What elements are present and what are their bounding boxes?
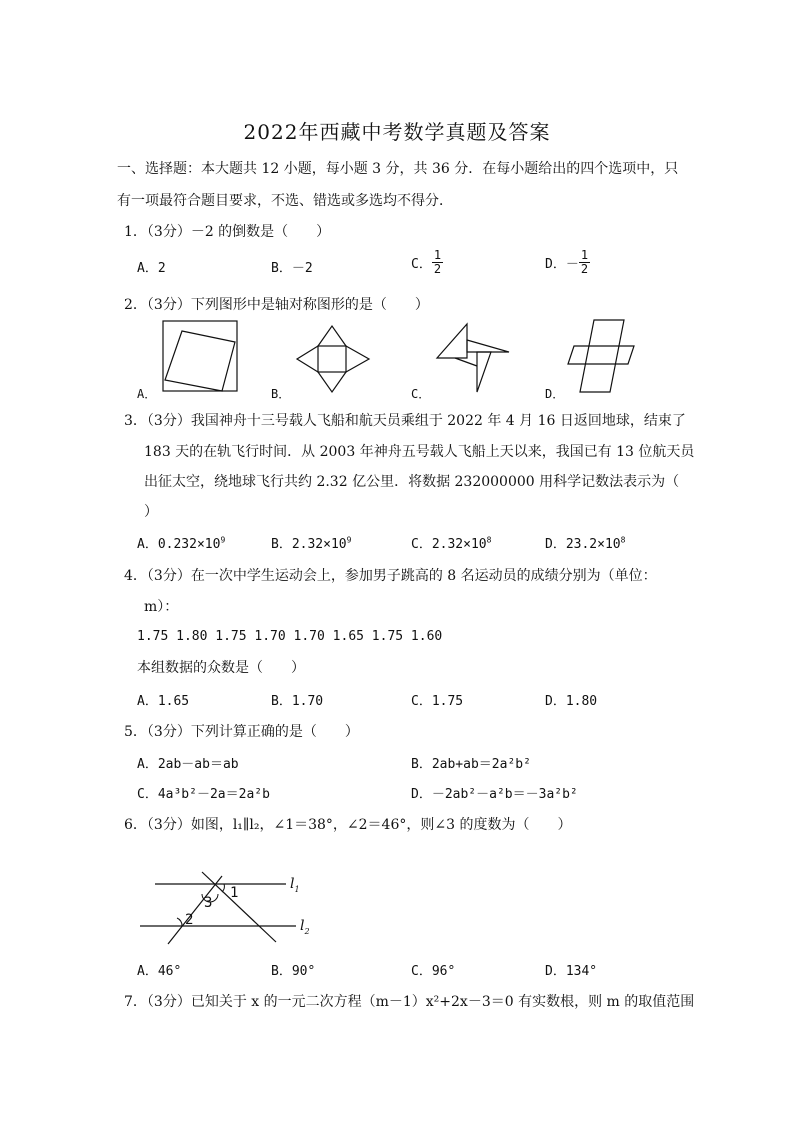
q2-figure-d-parallelogram-cross [566, 318, 636, 394]
q4-question: 本组数据的众数是（ ） [137, 660, 305, 676]
q5-option-a: A．2ab－ab＝ab [137, 757, 239, 772]
q6-option-d: D．134° [545, 964, 598, 979]
q6-angle-2-label: 2 [185, 912, 194, 928]
q3-option-a: A．$0.232\times 10^9$ [137, 535, 226, 552]
q3-line4: ） [144, 504, 158, 520]
q2-figure-c-pinwheel [435, 320, 511, 394]
q5-stem: 5．（3分）下列计算正确的是（ ） [124, 724, 359, 740]
q6-option-c: C．96° [411, 964, 456, 979]
q4-option-a: A．1.65 [137, 694, 190, 709]
q3-option-d: D．$23.2\times 10^8$ [545, 535, 626, 552]
q4-option-b: B．1.70 [271, 694, 324, 709]
q3-line2: 183 天的在轨飞行时间．从 2003 年神舟五号载人飞船上天以来，我国已有 13 位航天员 [144, 444, 695, 460]
q4-option-c: C．1.75 [411, 694, 464, 709]
q1-stem: 1．（3分）－2 的倒数是（ ） [124, 224, 331, 240]
q1-option-d: D．－ $\frac{1}{2}$ [545, 248, 589, 276]
q1-option-d-fraction: $\frac{1}{2}$ [580, 248, 589, 276]
q5-option-b: B．2ab+ab＝2a²b² [411, 757, 531, 772]
page-title: 2022年西藏中考数学真题及答案 [243, 120, 551, 144]
q7-stem: 7．（3分）已知关于 x 的一元二次方程（m－1）x²+2x－3＝0 有实数根，则 m 的取值范围 [124, 994, 695, 1010]
q5-option-d: D．－2ab²－a²b＝－3a²b² [411, 787, 578, 802]
q4-line1: 4．（3分）在一次中学生运动会上，参加男子跳高的 8 名运动员的成绩分别为（单位： [124, 568, 657, 584]
q6-option-a: A．46° [137, 964, 182, 979]
q2-label-c: C． [411, 387, 431, 401]
q1-option-c: C． $\frac{1}{2}$ [411, 248, 442, 276]
q3-option-b: B．$2.32\times 10^9$ [271, 535, 352, 552]
q3-line3: 出征太空，绕地球飞行共约 2.32 亿公里．将数据 232000000 用科学记数法表示为（ [144, 474, 680, 490]
q6-angle-3-label: 3 [204, 895, 213, 911]
q2-figure-a-squares [162, 320, 238, 392]
q6-angle-1-label: 1 [230, 885, 239, 901]
q2-label-a: A． [137, 387, 157, 401]
q6-line-l2-label: $l_2$ [300, 918, 310, 936]
q6-figure-parallel-lines [130, 868, 330, 948]
q2-stem: 2．（3分）下列图形中是轴对称图形的是（ ） [124, 297, 429, 313]
q5-option-c: C．4a³b²－2a＝2a²b [137, 787, 270, 802]
q1-option-c-fraction: $\frac{1}{2}$ [433, 248, 442, 276]
q2-label-b: B． [271, 387, 291, 401]
q1-option-a: A．2 [137, 261, 166, 276]
q4-option-d: D．1.80 [545, 694, 598, 709]
q6-option-b: B．90° [271, 964, 316, 979]
q6-line-l1-label: $l_1$ [290, 876, 300, 894]
q1-option-b: B．－2 [271, 261, 313, 276]
q3-option-c: C．$2.32\times 10^8$ [411, 535, 492, 552]
q3-line1: 3．（3分）我国神舟十三号载人飞船和航天员乘组于 2022 年 4 月 16 日返回地球，结束了 [124, 413, 686, 429]
q4-data: 1.75 1.80 1.75 1.70 1.70 1.65 1.75 1.60 [137, 629, 443, 644]
q4-line2: m）： [144, 599, 179, 615]
q6-stem: 6．（3分）如图，l₁∥l₂，∠1＝38°，∠2＝46°，则∠3 的度数为（ ） [124, 817, 572, 833]
q2-figure-b-square-triangles [295, 324, 371, 394]
q2-label-d: D． [545, 387, 565, 401]
section-instruction-line2: 有一项最符合题目要求，不选、错选或多选均不得分． [117, 193, 453, 209]
section-instruction-line1: 一、选择题：本大题共 12 小题，每小题 3 分，共 36 分．在每小题给出的四个选项中，只 [117, 161, 679, 177]
